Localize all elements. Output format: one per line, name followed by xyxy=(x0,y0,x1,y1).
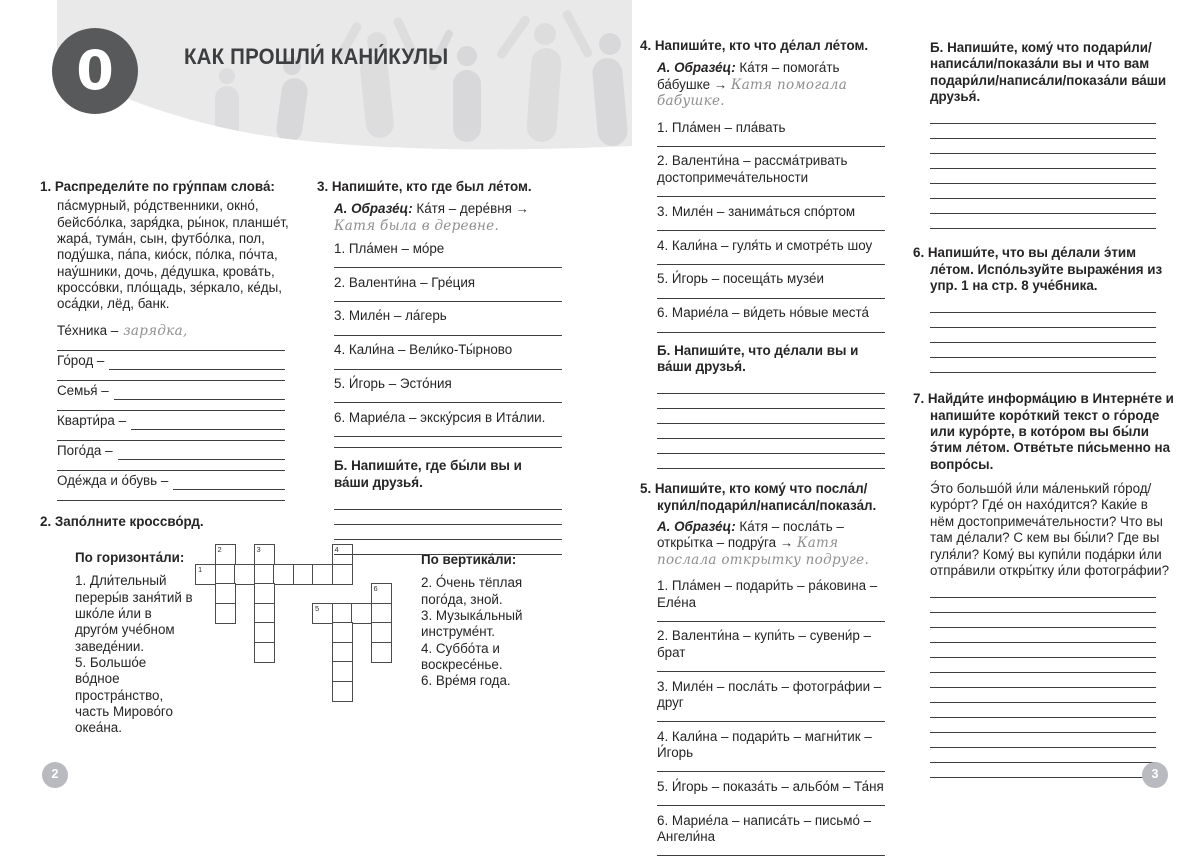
write-in-line xyxy=(57,400,285,411)
crossword-cell xyxy=(312,564,333,585)
crossword-cell xyxy=(254,583,275,604)
exercise-1-word-list: па́смурный, ро́дственники, окно́, бейсбо́лка, заря́дка, ры́нок, планше́т, жара́, тума́н, сын, футбо́лка, пол, поду́шка, па́па, кио́ск, по́лка, по́чта, нау́шники, дочь, де́душка, крова́ть, кроссо́вки, пло́щадь, зе́ркало, ке́ды, оса́дки, лёд, банк. xyxy=(57,198,289,312)
crossword-grid xyxy=(195,544,413,709)
category-write-in-line xyxy=(131,429,285,430)
crossword-cell xyxy=(215,603,236,624)
list-item: 6. Марие́ла – ви́деть но́вые места́ xyxy=(657,305,869,321)
category-write-in-line xyxy=(114,399,285,400)
write-in-line xyxy=(657,611,885,622)
write-in-line xyxy=(930,763,1156,778)
write-in-line xyxy=(657,254,885,265)
exercise-7-lines xyxy=(930,583,1156,778)
write-in-line xyxy=(334,495,562,510)
write-in-line xyxy=(334,359,562,370)
exercise-1-categories xyxy=(57,321,285,501)
write-in-line xyxy=(657,711,885,722)
crossword-cell xyxy=(254,642,275,663)
write-in-line xyxy=(930,583,1156,598)
category-write-in-line xyxy=(118,459,285,460)
page-number-right-value: 3 xyxy=(1151,767,1159,782)
write-in-line xyxy=(657,186,885,197)
crossword-cell xyxy=(254,622,275,643)
exercise-1 xyxy=(40,179,296,501)
category-answer-handwritten: зарядка, xyxy=(123,323,188,340)
category-label: Кварти́ра – xyxy=(57,413,127,429)
list-item: 5. И́горь – посеща́ть музе́и xyxy=(657,271,824,287)
crossword-cell xyxy=(215,583,236,604)
crossword-cell-number: 4 xyxy=(334,545,339,554)
write-in-line xyxy=(657,379,885,394)
crossword-clue: 5. Большо́е во́дное простра́нство, часть Мирово́го океа́на. xyxy=(75,655,173,736)
write-in-line xyxy=(930,313,1156,328)
write-in-line xyxy=(930,688,1156,703)
category-label: Пого́да – xyxy=(57,443,113,459)
exercise-7-questions: Э́то большо́й и́ли ма́ленький го́род/​куро́рт? Где́ он нахо́дится? Каки́е в нём достопримеча́тельности? Что вы там де́лали? С кем вы бы́ли? Где вы гуля́ли? Кому́ вы купи́ли пода́рки и́ли отпра́вили откры́тку и́ли фотогра́фии? xyxy=(930,481,1170,578)
crossword-clue: 3. Музыка́льный инструме́нт. xyxy=(421,608,523,640)
list-item: 1. Пла́мен – подари́ть – ра́ковина – Еле́на xyxy=(657,578,878,610)
write-in-line xyxy=(334,426,562,437)
crossword-cell-number: 6 xyxy=(373,584,378,593)
example-answer-handwritten: Катя помогала бабушке. xyxy=(657,76,848,110)
across-title: По горизонта́ли: xyxy=(75,550,185,565)
write-in-line xyxy=(334,392,562,403)
list-item: 6. Марие́ла – экску́рсия в Ита́лии. xyxy=(334,409,546,425)
crossword-cell xyxy=(195,564,216,585)
chapter-number-badge xyxy=(52,28,138,114)
write-in-line xyxy=(657,322,885,333)
write-in-line xyxy=(657,220,885,231)
write-in-line xyxy=(930,658,1156,673)
crossword-cell-number: 1 xyxy=(198,564,203,574)
exercise-3-heading: 3. Напиши́те, кто где был ле́том. xyxy=(317,179,532,194)
write-in-line xyxy=(930,139,1156,154)
down-clue-list xyxy=(421,575,549,689)
example-label: А. Образе́ц: xyxy=(657,518,736,534)
example-prompt: Ка́тя – посла́ть – откры́тка – подру́га xyxy=(657,518,844,551)
write-in-line xyxy=(657,439,885,454)
write-in-line xyxy=(334,540,562,555)
write-in-line xyxy=(57,460,285,471)
write-in-line xyxy=(657,424,885,439)
crossword-cell xyxy=(332,622,353,643)
write-in-line xyxy=(930,154,1156,169)
list-item: 4. Кали́на – гуля́ть и смотре́ть шоу xyxy=(657,237,873,253)
write-in-line xyxy=(930,703,1156,718)
exercise-4-and-5 xyxy=(640,38,885,856)
exercise-3-part-b-lines xyxy=(334,495,562,555)
write-in-line xyxy=(930,628,1156,643)
arrow-glyph: → xyxy=(779,535,794,551)
write-in-line xyxy=(334,437,562,448)
arrow-glyph: → xyxy=(713,76,728,92)
crossword-cell xyxy=(254,603,275,624)
crossword-cell-number: 5 xyxy=(315,603,320,613)
exercise-3-items xyxy=(334,241,562,449)
category-label: Го́род – xyxy=(57,353,105,369)
list-item: 2. Валенти́на – Гре́ция xyxy=(334,274,476,290)
exercise-5b-6-7 xyxy=(913,40,1178,778)
list-item: 4. Кали́на – подари́ть – магни́тик – И́горь xyxy=(657,728,872,761)
list-item: 3. Миле́н – посла́ть – фотогра́фии – друг xyxy=(657,678,882,710)
crossword-clue: 2. О́чень тёплая пого́да, зной. xyxy=(421,575,523,607)
arrow-glyph: → xyxy=(515,201,529,217)
exercise-5-part-b-lines xyxy=(930,109,1156,229)
write-in-line xyxy=(657,288,885,299)
crossword-cell xyxy=(332,564,353,585)
write-in-line xyxy=(930,358,1156,373)
exercise-5-example xyxy=(657,519,885,568)
example-answer-handwritten: Катя послала открытку подруге. xyxy=(657,535,870,568)
write-in-line xyxy=(334,510,562,525)
crossword-cell xyxy=(254,564,275,585)
crossword-cell xyxy=(332,642,353,663)
crossword-clue: 4. Суббо́та и воскресе́нье. xyxy=(421,640,503,673)
category-row xyxy=(57,381,285,400)
across-clue-list xyxy=(75,573,193,736)
write-in-line xyxy=(930,673,1156,688)
write-in-line xyxy=(930,343,1156,358)
exercise-2-heading: 2. Запо́лните кроссво́рд. xyxy=(40,514,204,529)
write-in-line xyxy=(657,136,885,147)
write-in-line xyxy=(930,199,1156,214)
list-item: 1. Пла́мен – мо́ре xyxy=(334,240,445,256)
write-in-line xyxy=(657,661,885,672)
exercise-4-part-b-lines xyxy=(657,379,885,469)
header-photo-banner xyxy=(57,0,632,152)
crossword-down-clues xyxy=(421,552,549,690)
write-in-line xyxy=(657,845,885,856)
category-row xyxy=(57,471,285,490)
write-in-line xyxy=(57,430,285,441)
write-in-line xyxy=(930,733,1156,748)
exercise-4-items xyxy=(657,120,885,333)
crossword-cell xyxy=(273,564,294,585)
example-label: А. Образе́ц: xyxy=(334,201,413,217)
write-in-line xyxy=(657,409,885,424)
write-in-line xyxy=(657,394,885,409)
category-row xyxy=(57,321,285,340)
crossword-cell xyxy=(351,603,372,624)
crossword-cell xyxy=(215,544,236,565)
exercise-3 xyxy=(317,179,557,555)
write-in-line xyxy=(334,257,562,268)
write-in-line xyxy=(57,340,285,351)
write-in-line xyxy=(930,613,1156,628)
list-item: 6. Марие́ла – написа́ть – письмо́ – Ангели́на xyxy=(657,812,872,845)
crossword-cell-number: 2 xyxy=(217,545,222,554)
exercise-5-part-b-heading: Б. Напиши́те, кому́ что подари́ли/​написа́ли/​показа́ли вы и что вам подари́ли/​написа́ли/​показа́ли ва́ши друзья́. xyxy=(930,40,1167,105)
write-in-line xyxy=(930,124,1156,139)
page-number-left xyxy=(42,762,68,788)
write-in-line xyxy=(57,490,285,501)
category-label: Те́хника – xyxy=(57,323,119,339)
write-in-line xyxy=(334,525,562,540)
list-item: 1. Пла́мен – пла́вать xyxy=(657,119,786,135)
write-in-line xyxy=(930,328,1156,343)
crossword-cell xyxy=(371,603,392,624)
exercise-6-heading: 6. Напиши́те, что вы де́лали э́тим ле́том. Испо́льзуйте выраже́ния из упр. 1 на стр. 8 уче́бника. xyxy=(913,245,1163,294)
category-write-in-line xyxy=(109,369,285,370)
example-prompt: Ка́тя – дере́вня xyxy=(416,201,512,217)
write-in-line xyxy=(930,109,1156,124)
exercise-3-part-b-heading: Б. Напиши́те, где бы́ли вы и ва́ши друзья́. xyxy=(334,458,522,490)
exercise-5-heading: 5. Напиши́те, кто кому́ что посла́л/​купи́л/​подари́л/​написа́л/​показа́л. xyxy=(640,481,877,513)
write-in-line xyxy=(657,454,885,469)
write-in-line xyxy=(57,370,285,381)
exercise-7-heading: 7. Найди́те информа́цию в Интерне́те и напиши́те коро́ткий текст о го́роде или куро́рте, в кото́ром вы бы́ли э́тим ле́том. Отве́тьте пи́сьменно на вопро́сы. xyxy=(913,391,1174,472)
crossword-cell xyxy=(215,564,236,585)
crossword-clue: 6. Вре́мя года. xyxy=(421,673,511,689)
exercise-4-part-b-heading: Б. Напиши́те, что де́лали вы и ва́ши друзья́. xyxy=(657,342,859,374)
list-item: 2. Валенти́на – рассма́тривать достопримеча́тельности xyxy=(657,153,848,185)
header-photo xyxy=(57,0,632,152)
write-in-line xyxy=(930,748,1156,763)
crossword-across-clues xyxy=(75,550,193,737)
crossword-cell-number: 3 xyxy=(256,545,261,554)
crossword-cell xyxy=(234,564,255,585)
list-item: 4. Кали́на – Вели́ко-Ты́рново xyxy=(334,342,513,358)
crossword-cell xyxy=(312,603,333,624)
category-row xyxy=(57,441,285,460)
page-number-right xyxy=(1142,762,1168,788)
category-label: Оде́жда и о́бувь – xyxy=(57,473,169,489)
exercise-4-heading: 4. Напиши́те, кто что де́лал ле́том. xyxy=(640,38,869,53)
crossword-cell xyxy=(371,622,392,643)
category-label: Семья́ – xyxy=(57,383,109,399)
list-item: 5. И́горь – показа́ть – альбо́м – Та́ня xyxy=(657,778,884,794)
write-in-line xyxy=(334,291,562,302)
category-write-in-line xyxy=(173,489,285,490)
write-in-line xyxy=(930,718,1156,733)
write-in-line xyxy=(657,795,885,806)
page-number-left-value: 2 xyxy=(51,767,59,782)
crossword-cell xyxy=(332,681,353,702)
write-in-line xyxy=(930,643,1156,658)
write-in-line xyxy=(930,214,1156,229)
chapter-number: 0 xyxy=(76,39,114,103)
write-in-line xyxy=(930,169,1156,184)
list-item: 5. И́горь – Эсто́ния xyxy=(334,376,452,392)
exercise-1-heading: 1. Распредели́те по гру́ппам слова́: xyxy=(40,179,275,194)
write-in-line xyxy=(930,298,1156,313)
exercise-6-lines xyxy=(930,298,1156,373)
list-item: 3. Миле́н – занима́ться спо́ртом xyxy=(657,203,856,219)
crossword-cell xyxy=(371,642,392,663)
crossword-clue: 1. Дли́тельный переры́в заня́тий в шко́ле и́ли в друго́м уче́бном заведе́нии. xyxy=(75,573,193,654)
write-in-line xyxy=(930,598,1156,613)
category-row xyxy=(57,351,285,370)
list-item: 3. Миле́н – ла́герь xyxy=(334,308,447,324)
example-answer-handwritten: Катя была в деревне. xyxy=(334,217,500,234)
example-prompt: Ка́тя – помога́ть ба́бушке xyxy=(657,60,840,92)
crossword-cell xyxy=(293,564,314,585)
write-in-line xyxy=(657,761,885,772)
exercise-5-items xyxy=(657,578,885,856)
crossword-cell xyxy=(332,603,353,624)
exercise-3-example xyxy=(334,201,557,234)
unit-title: КАК ПРОШЛИ́ КАНИ́КУЛЫ xyxy=(184,44,449,69)
write-in-line xyxy=(334,325,562,336)
exercise-4-example xyxy=(657,60,885,109)
crossword-cell xyxy=(371,583,392,604)
down-title: По вертика́ли: xyxy=(421,552,517,567)
crossword-cell xyxy=(332,661,353,682)
list-item: 2. Валенти́на – купи́ть – сувени́р – брат xyxy=(657,628,871,660)
example-label: А. Образе́ц: xyxy=(657,60,736,76)
category-row xyxy=(57,411,285,430)
write-in-line xyxy=(930,184,1156,199)
crossword-cell xyxy=(254,544,275,565)
